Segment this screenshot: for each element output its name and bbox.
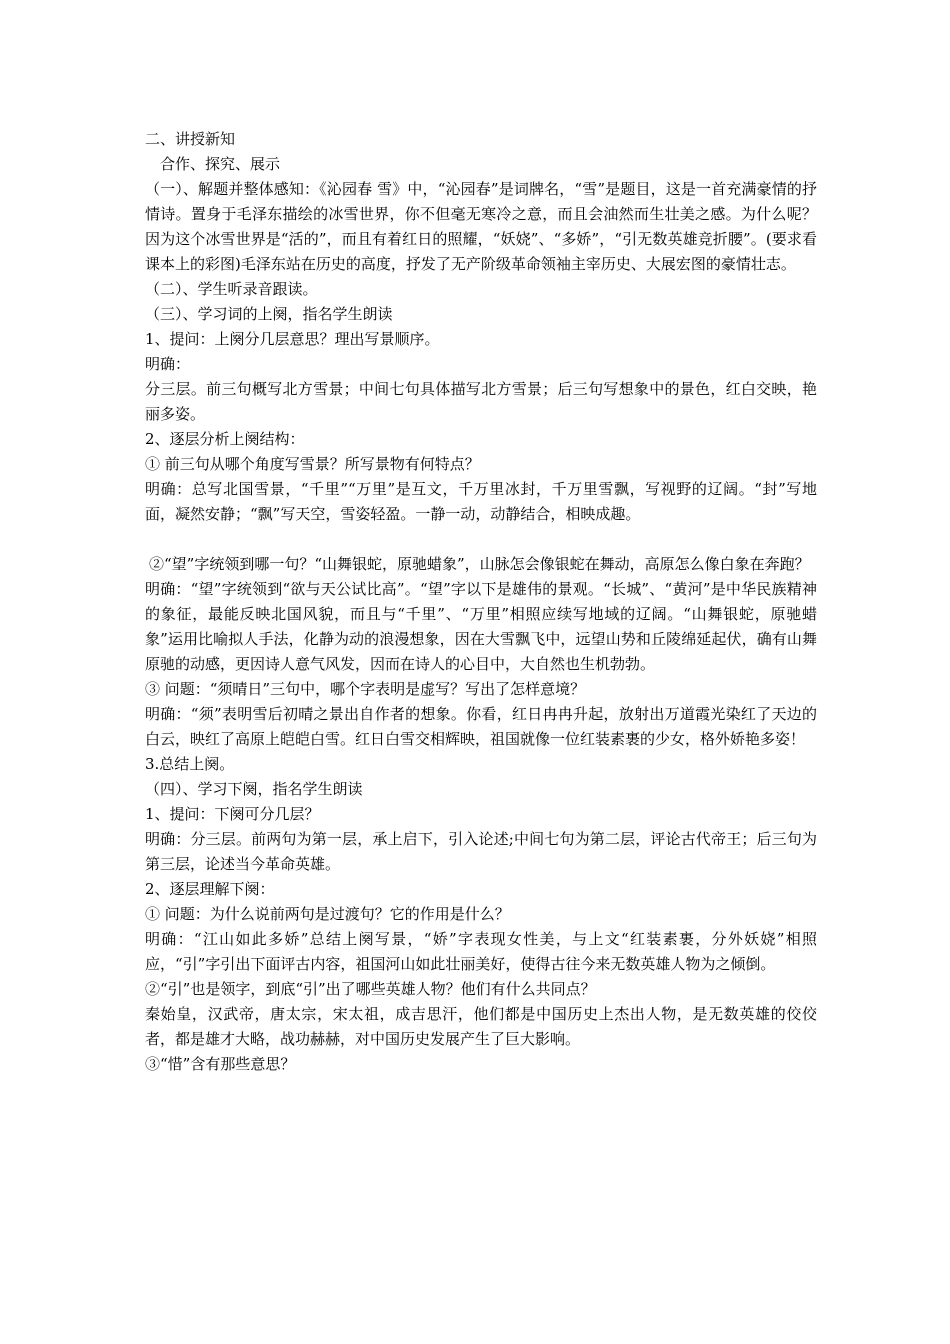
- question-1: 1、提问：上阕分几层意思？理出写景顺序。: [145, 330, 440, 348]
- question-2-2: ②“望”字统领到哪一句？“山舞银蛇，原驰蜡象”，山脉怎会像银蛇在舞动，高原怎么像白象在奔跑？: [149, 555, 810, 573]
- question-5-3: ③“惜”含有那些意思？: [145, 1055, 296, 1073]
- part4-heading: （四）、学习下阕，指名学生朗读: [145, 780, 363, 798]
- question-4: 1、提问：下阕可分几层？: [145, 805, 320, 823]
- blank-line: [145, 527, 817, 552]
- question-3: 3.总结上阕。: [145, 755, 235, 773]
- question-5-2-answer: 秦始皇，汉武帝，唐太宗，宋太祖，成吉思汗，他们都是中国历史上杰出人物，是无数英雄的佼佼者，都是雄才大略，战功赫赫，对中国历史发展产生了巨大影响。: [145, 1005, 817, 1048]
- question-2: 2、逐层分析上阕结构：: [145, 430, 305, 448]
- question-2-3-answer: 明确：“须”表明雪后初晴之景出自作者的想象。你看，红日冉冉升起，放射出万道霞光染红了天边的白云，映红了高原上皑皑白雪。红日白雪交相辉映，祖国就像一位红装素裹的少女，格外娇艳多姿！: [145, 705, 817, 748]
- question-5-1: ① 问题：为什么说前两句是过渡句？它的作用是什么？: [145, 905, 510, 923]
- question-2-1: ① 前三句从哪个角度写雪景？所写景物有何特点？: [145, 455, 480, 473]
- question-5-2: ②“引”也是领字，到底“引”出了哪些英雄人物？他们有什么共同点？: [145, 980, 596, 998]
- part2-paragraph: （二）、学生听录音跟读。: [145, 280, 318, 298]
- part3-heading: （三）、学习词的上阕，指名学生朗读: [145, 305, 393, 323]
- section-title: 二、讲授新知: [145, 130, 236, 148]
- section-subtitle: 合作、探究、展示: [160, 155, 281, 173]
- question-1-label: 明确：: [145, 355, 191, 373]
- part1-paragraph: （一）、解题并整体感知：《沁园春 雪》中，“沁园春”是词牌名，“雪”是题目，这是一首充满豪情的抒情诗。置身于毛泽东描绘的冰雪世界，你不但毫无寒冷之意，而且会油然而生壮美之感。为什么呢？因为这个冰雪世界是“活的”，而且有着红日的照耀，“妖娆”、“多娇”，“引无数英雄竞折腰”。(要求看课本上的彩图)毛泽东站在历史的高度，抒发了无产阶级革命领袖主宰历史、大展宏图的豪情壮志。: [145, 180, 817, 273]
- question-2-3: ③ 问题：“须晴日”三句中，哪个字表明是虚写？写出了怎样意境？: [145, 680, 586, 698]
- question-1-answer: 分三层。前三句概写北方雪景；中间七句具体描写北方雪景；后三句写想象中的景色，红白交映，艳丽多姿。: [145, 380, 817, 423]
- question-2-1-answer: 明确：总写北国雪景，“千里”“万里”是互文，千万里冰封，千万里雪飘，写视野的辽阔。“封”写地面，凝然安静；“飘”写天空，雪姿轻盈。一静一动，动静结合，相映成趣。: [145, 480, 817, 523]
- question-4-answer: 明确：分三层。前两句为第一层，承上启下，引入论述;中间七句为第二层，评论古代帝王；后三句为第三层，论述当今革命英雄。: [145, 830, 817, 873]
- question-2-2-answer: 明确：“望”字统领到“欲与天公试比高”。“望”字以下是雄伟的景观。“长城”、“黄河”是中华民族精神的象征，最能反映北国风貌，而且与“千里”、“万里”相照应续写地域的辽阔。“山舞银蛇，原驰蜡象”运用比喻拟人手法，化静为动的浪漫想象，因在大雪飘飞中，远望山势和丘陵绵延起伏，确有山舞原驰的动感，更因诗人意气风发，因而在诗人的心目中，大自然也生机勃勃。: [145, 580, 817, 673]
- document-body: [145, 127, 817, 1077]
- question-5: 2、逐层理解下阕：: [145, 880, 275, 898]
- question-5-1-answer: 明确：“江山如此多娇”总结上阕写景，“娇”字表现女性美，与上文“红装素裹，分外妖娆”相照应，“引”字引出下面评古内容，祖国河山如此壮丽美好，使得古往今来无数英雄人物为之倾倒。: [145, 930, 817, 973]
